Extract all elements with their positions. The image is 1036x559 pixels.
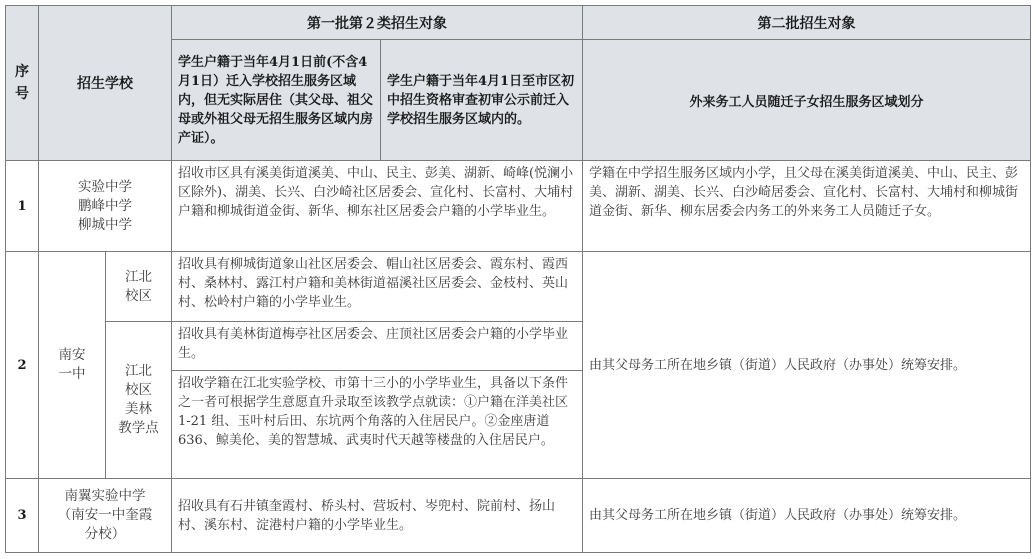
- enrollment-table: [5, 5, 1031, 553]
- category2-criteria: 招收具有石井镇奎霞村、桥头村、营坂村、岑兜村、院前村、扬山村、溪东村、淀港村户籍的小学毕业生。: [172, 479, 583, 553]
- batch2-criteria: 学籍在中学招生服务区域内小学，且父母在溪美街道溪美、中山、民主、彭美、湖新、湖美、长兴、白沙崎居委会、宣化村、长富村、大埔村和柳城街道金街、新华、柳东居委会内务工的外来务工人员随迁子女。: [583, 161, 1031, 252]
- row-number: 2: [6, 252, 39, 479]
- header-residence-before-april: 学生户籍于当年4月1日前(不含4月1日）迁入学校招生服务区域内，但无实际居住（其父母、祖父母或外祖父母无招生服务区域内房产证）。: [172, 40, 381, 161]
- header-school: 招生学校: [39, 6, 172, 161]
- row-number: 3: [6, 479, 39, 553]
- school-name: 南安 一中: [39, 252, 106, 479]
- category2-criteria: 招收市区具有溪美街道溪美、中山、民主、彭美、湖新、崎峰(悦澜小区除外)、湖美、长兴、白沙崎社区居委会、宣化村、长富村、大埔村户籍和柳城街道金街、新华、柳东社区居委会户籍的小学毕业生。: [172, 161, 583, 252]
- batch2-criteria: 由其父母务工所在地乡镇（街道）人民政府（办事处）统筹安排。: [583, 479, 1031, 553]
- header-residence-after-april: 学生户籍于当年4月1日至市区初中招生资格审查初审公示前迁入学校招生服务区域内的。: [381, 40, 583, 161]
- row-number: 1: [6, 161, 39, 252]
- header-migrant-zone: 外来务工人员随迁子女招生服务区域划分: [583, 40, 1031, 161]
- header-seq: 序号: [6, 6, 39, 161]
- header-batch1-category2: 第一批第２类招生对象: [172, 6, 583, 40]
- campus-name: 江北 校区: [106, 252, 172, 322]
- campus-name: 江北 校区 美林 教学点: [106, 322, 172, 479]
- school-name: 南翼实验中学 （南安一中奎霞 分校）: [39, 479, 172, 553]
- category2-criteria: 招收具有美林街道梅亭社区居委会、庄顶社区居委会户籍的小学毕业生。: [172, 322, 583, 371]
- header-batch2: 第二批招生对象: [583, 6, 1031, 40]
- batch2-criteria: 由其父母务工所在地乡镇（街道）人民政府（办事处）统筹安排。: [583, 252, 1031, 479]
- school-name: 实验中学 鹏峰中学 柳城中学: [39, 161, 172, 252]
- category2-criteria: 招收学籍在江北实验学校、市第十三小的小学毕业生，具备以下条件之一者可根据学生意愿直升录取至该教学点就读：①户籍在洋美社区 1-21 组、玉叶村后田、东坑两个角落的入住居民户。②金座唐道 636、鲸美伦、美的智慧城、武夷时代天越等楼盘的入住居民户。: [172, 371, 583, 479]
- category2-criteria: 招收具有柳城街道象山社区居委会、帽山社区居委会、霞东村、霞西村、桑林村、露江村户籍和美林街道福溪社区居委会、金枝村、英山村、松岭村户籍的小学毕业生。: [172, 252, 583, 322]
